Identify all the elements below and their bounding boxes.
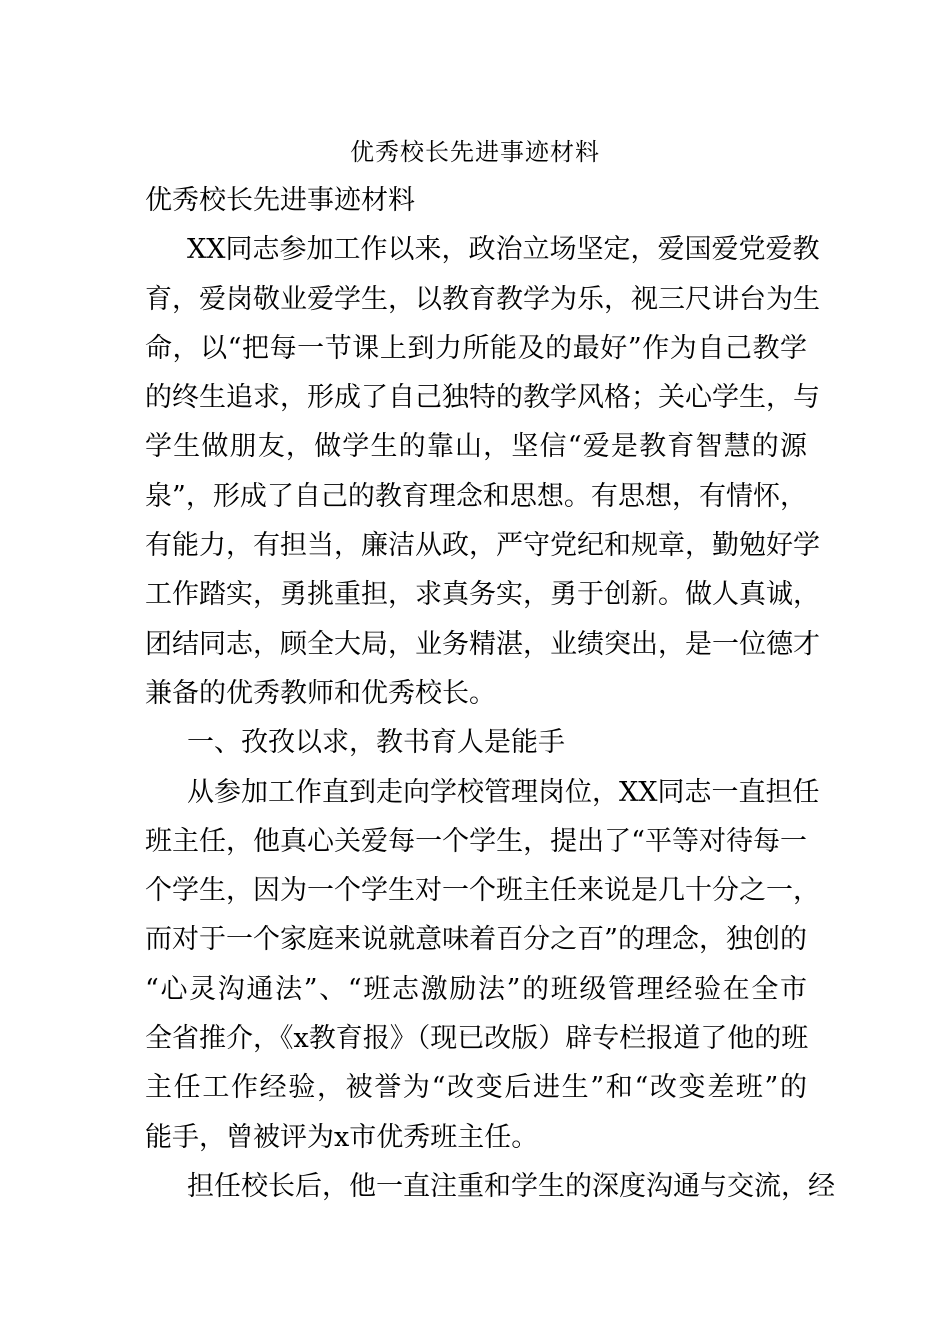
document-title: 优秀校长先进事迹材料 (350, 138, 600, 166)
document-body (145, 176, 835, 1211)
text-line: 主任工作经验，被誉为“改变后进生”和“改变差班”的 (145, 1072, 807, 1104)
text-line: 命，以“把每一节课上到力所能及的最好”作为自己教学 (145, 332, 807, 364)
text-line: 泉”，形成了自己的教育理念和思想。有思想，有情怀， (145, 480, 807, 512)
text-line: 的终生追求，形成了自己独特的教学风格；关心学生，与 (145, 382, 820, 414)
text-line: 团结同志，顾全大局，业务精湛，业绩突出，是一位德才 (145, 628, 820, 660)
text-line: 兼备的优秀教师和优秀校长。 (145, 677, 496, 709)
text-line: 担任校长后，他一直注重和学生的深度沟通与交流，经 (187, 1170, 835, 1202)
text-line: 一、孜孜以求，教书育人是能手 (187, 727, 565, 759)
text-line: 班主任，他真心关爱每一个学生，提出了“平等对待每一 (145, 825, 807, 857)
text-line: 有能力，有担当，廉洁从政，严守党纪和规章，勤勉好学 (145, 530, 820, 562)
text-line: “心灵沟通法”、“班志激励法”的班级管理经验在全市 (145, 973, 807, 1005)
text-line: 而对于一个家庭来说就意味着百分之百”的理念，独创的 (145, 924, 807, 956)
text-line: 全省推介，《x教育报》（现已改版）辟专栏报道了他的班 (145, 1023, 809, 1055)
text-line: 个学生，因为一个学生对一个班主任来说是几十分之一， (145, 875, 820, 907)
text-line: 育，爱岗敬业爱学生，以教育教学为乐，视三尺讲台为生 (145, 283, 820, 315)
text-line: 从参加工作直到走向学校管理岗位，XX同志一直担任 (187, 776, 820, 808)
text-line: XX同志参加工作以来，政治立场坚定，爱国爱党爱教 (187, 234, 820, 266)
text-line: 工作踏实，勇挑重担，求真务实，勇于创新。做人真诚， (145, 579, 820, 611)
text-line: 能手，曾被评为x市优秀班主任。 (145, 1121, 539, 1153)
text-line: 优秀校长先进事迹材料 (145, 185, 415, 216)
text-line: 学生做朋友，做学生的靠山，坚信“爱是教育智慧的源 (145, 431, 807, 463)
